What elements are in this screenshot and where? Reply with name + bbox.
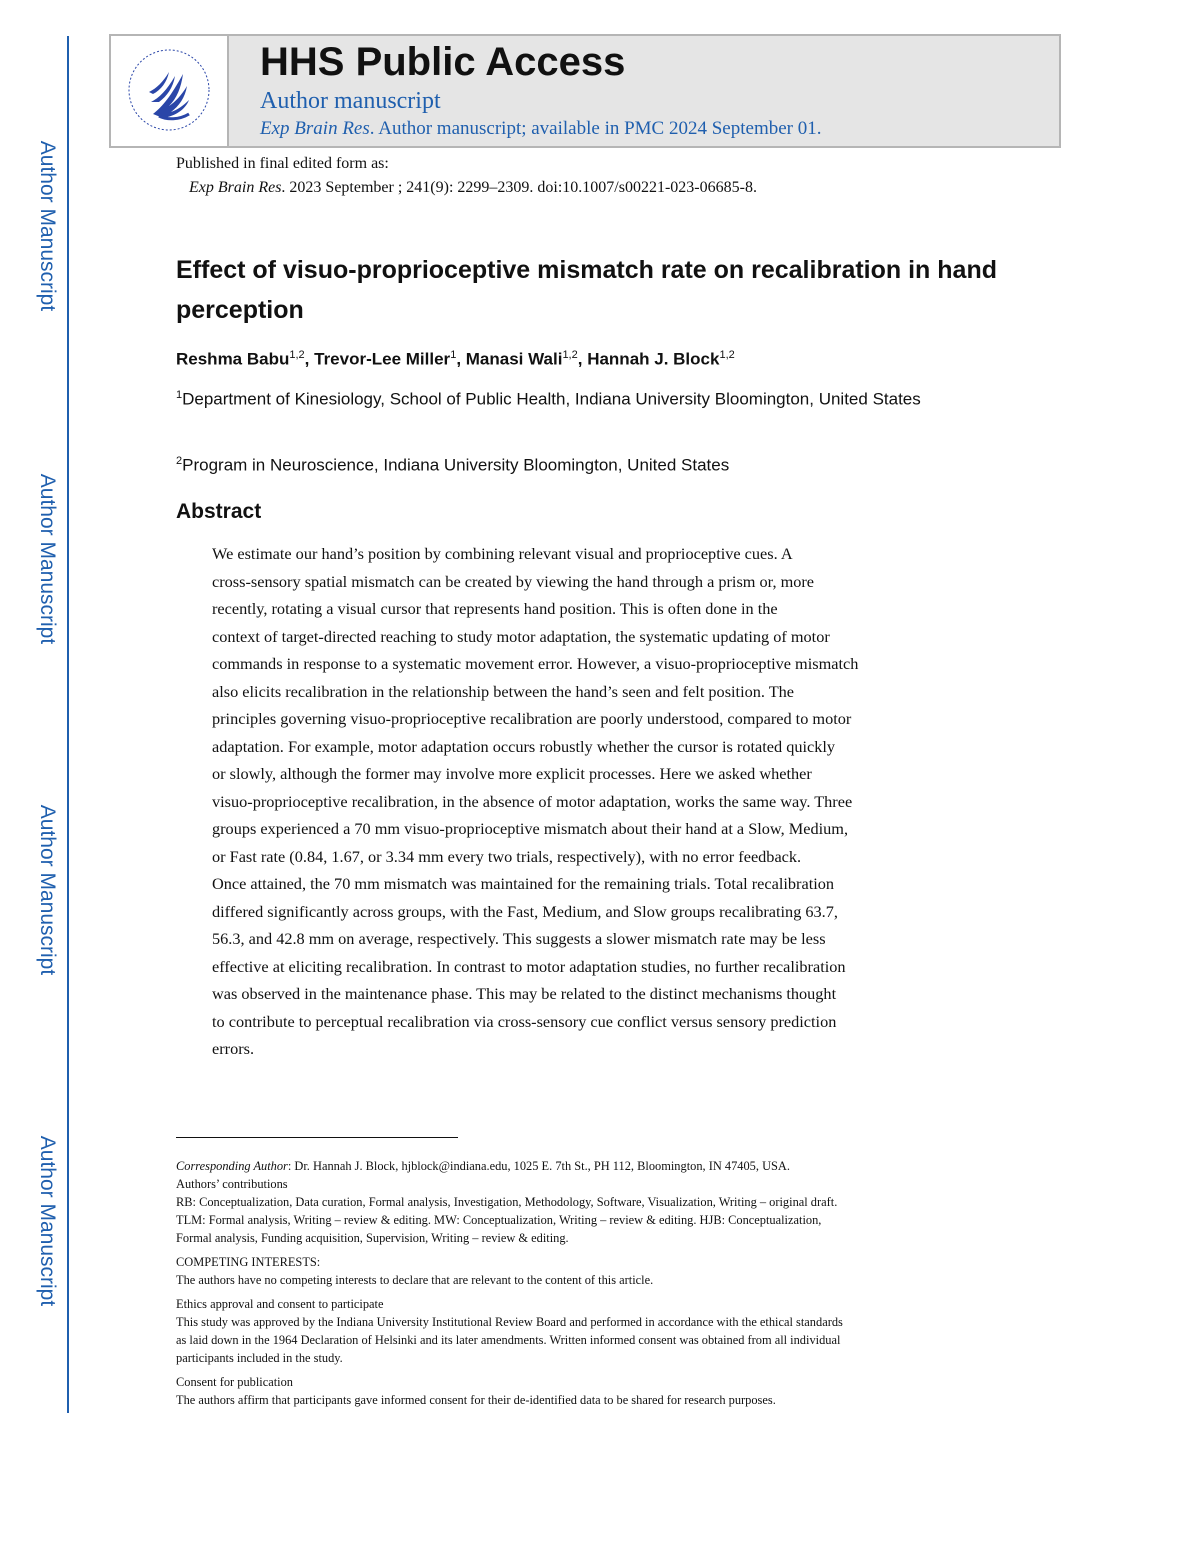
hhs-header	[109, 34, 1061, 148]
consent-text: The authors affirm that participants gave informed consent for their de-identified data to be shared for research purposes.	[176, 1393, 776, 1407]
header-subtitle: Author manuscript	[260, 88, 441, 114]
author-affil-sup: 1	[450, 349, 457, 361]
article-title: Effect of visuo-proprioceptive mismatch rate on recalibration in hand perception	[176, 256, 997, 324]
ethics-line: This study was approved by the Indiana University Institutional Review Board and performed in accordance with the ethical standards	[176, 1315, 843, 1329]
author-affil-sup: 1,2	[562, 349, 578, 361]
abstract-line: to contribute to perceptual recalibration via cross-sensory cue conflict versus sensory prediction	[212, 1011, 837, 1031]
abstract-line: We estimate our hand’s position by combining relevant visual and proprioceptive cues. A	[212, 544, 793, 563]
abstract-line: errors.	[212, 1039, 255, 1058]
affiliation: $^2$Program in Neuroscience, Indiana University Bloomington, United States	[176, 455, 730, 475]
abstract-line: recently, rotating a visual cursor that represents hand position. This is often done in the	[212, 599, 778, 618]
abstract-line: 56.3, and 42.8 mm on average, respectively. This suggests a slower mismatch rate may be less	[212, 929, 826, 948]
ethics-heading: Ethics approval and consent to participate	[176, 1297, 384, 1311]
abstract-line: or Fast rate (0.84, 1.67, or 3.34 mm every two trials, respectively), with no error feedback.	[212, 846, 802, 866]
author-list: Reshma Babu$^{1,2}$, Trevor-Lee Miller$^1$, Manasi Wali$^{1,2}$, Hannah J. Block$^{1,2}$	[176, 349, 735, 369]
footnotes	[176, 1157, 1036, 1409]
header-journal: Exp Brain Res	[260, 118, 370, 139]
header-availability: Exp Brain Res. Author manuscript; available in PMC 2024 September 01.	[260, 118, 822, 139]
abstract-line: differed significantly across groups, with the Fast, Medium, and Slow groups recalibrating 63.7,	[212, 901, 838, 921]
abstract-line: cross-sensory spatial mismatch can be created by viewing the hand through a prism or, more	[212, 571, 815, 591]
citation-journal: Exp Brain Res	[189, 179, 282, 196]
author-name: Trevor-Lee Miller	[314, 349, 451, 369]
contributions-line: Formal analysis, Funding acquisition, Supervision, Writing – review & editing.	[176, 1231, 569, 1245]
abstract-line: also elicits recalibration in the relationship between the hand’s seen and felt position. The	[212, 681, 795, 701]
published-label: Published in final edited form as:	[176, 155, 389, 172]
abstract-line: groups experienced a 70 mm visuo-proprioceptive mismatch about their hand at a Slow, Medium,	[212, 819, 849, 838]
author-affil-sup: 1,2	[289, 349, 305, 361]
abstract-body	[212, 540, 858, 1063]
competing-text: The authors have no competing interests to declare that are relevant to the content of this article.	[176, 1273, 654, 1287]
ethics-line: participants included in the study.	[176, 1351, 343, 1365]
abstract-line: or slowly, although the former may involve more explicit processes. Here we asked whether	[212, 764, 812, 783]
author-name: Reshma Babu	[176, 349, 290, 369]
abstract-line: context of target-directed reaching to study motor adaptation, the systematic updating of motor	[212, 626, 830, 646]
contributions-heading: Authors’ contributions	[176, 1177, 288, 1191]
hhs-eagle-icon	[123, 44, 215, 136]
abstract-line: effective at eliciting recalibration. In contrast to motor adaptation studies, no further recalibration	[212, 956, 846, 976]
abstract-line: Once attained, the 70 mm mismatch was maintained for the remaining trials. Total recalibration	[212, 874, 835, 893]
header-title: HHS Public Access	[260, 40, 626, 84]
side-rule	[67, 36, 69, 1413]
hhs-logo	[111, 36, 229, 146]
ethics-line: as laid down in the 1964 Declaration of Helsinki and its later amendments. Written informed consent was obtained from all individual	[176, 1333, 841, 1347]
author-affil-sup: 1,2	[719, 349, 735, 361]
citation: Exp Brain Res. 2023 September ; 241(9): 2299–2309. doi:10.1007/s00221-023-06685-8.	[189, 179, 757, 196]
abstract-line: principles governing visuo-proprioceptive recalibration are poorly understood, compared to motor	[212, 709, 852, 728]
author-name: Manasi Wali	[465, 349, 563, 369]
contributions-line: TLM: Formal analysis, Writing – review & editing. MW: Conceptualization, Writing – review & editing. HJB: Conceptualization,	[176, 1213, 822, 1227]
footnote-rule	[176, 1137, 458, 1138]
abstract-line: visuo-proprioceptive recalibration, in the absence of motor adaptation, works the same way. Three	[212, 791, 853, 811]
consent-heading: Consent for publication	[176, 1375, 294, 1389]
author-name: Hannah J. Block	[587, 349, 720, 369]
abstract-line: commands in response to a systematic movement error. However, a visuo-proprioceptive mismatch	[212, 654, 859, 673]
abstract-line: was observed in the maintenance phase. This may be related to the distinct mechanisms thought	[212, 984, 837, 1003]
corresponding-author: Corresponding Author: Dr. Hannah J. Block, hjblock@indiana.edu, 1025 E. 7th St., PH 112, Bloomington, IN 47405, USA.	[176, 1159, 790, 1173]
abstract-line: adaptation. For example, motor adaptation occurs robustly whether the cursor is rotated quickly	[212, 736, 836, 756]
competing-heading: COMPETING INTERESTS:	[176, 1255, 321, 1269]
abstract-heading: Abstract	[176, 500, 262, 523]
contributions-line: RB: Conceptualization, Data curation, Formal analysis, Investigation, Methodology, Software, Visualization, Writing – original draft.	[176, 1195, 838, 1209]
affiliation: $^1$Department of Kinesiology, School of Public Health, Indiana University Bloomington, United States	[176, 389, 921, 409]
